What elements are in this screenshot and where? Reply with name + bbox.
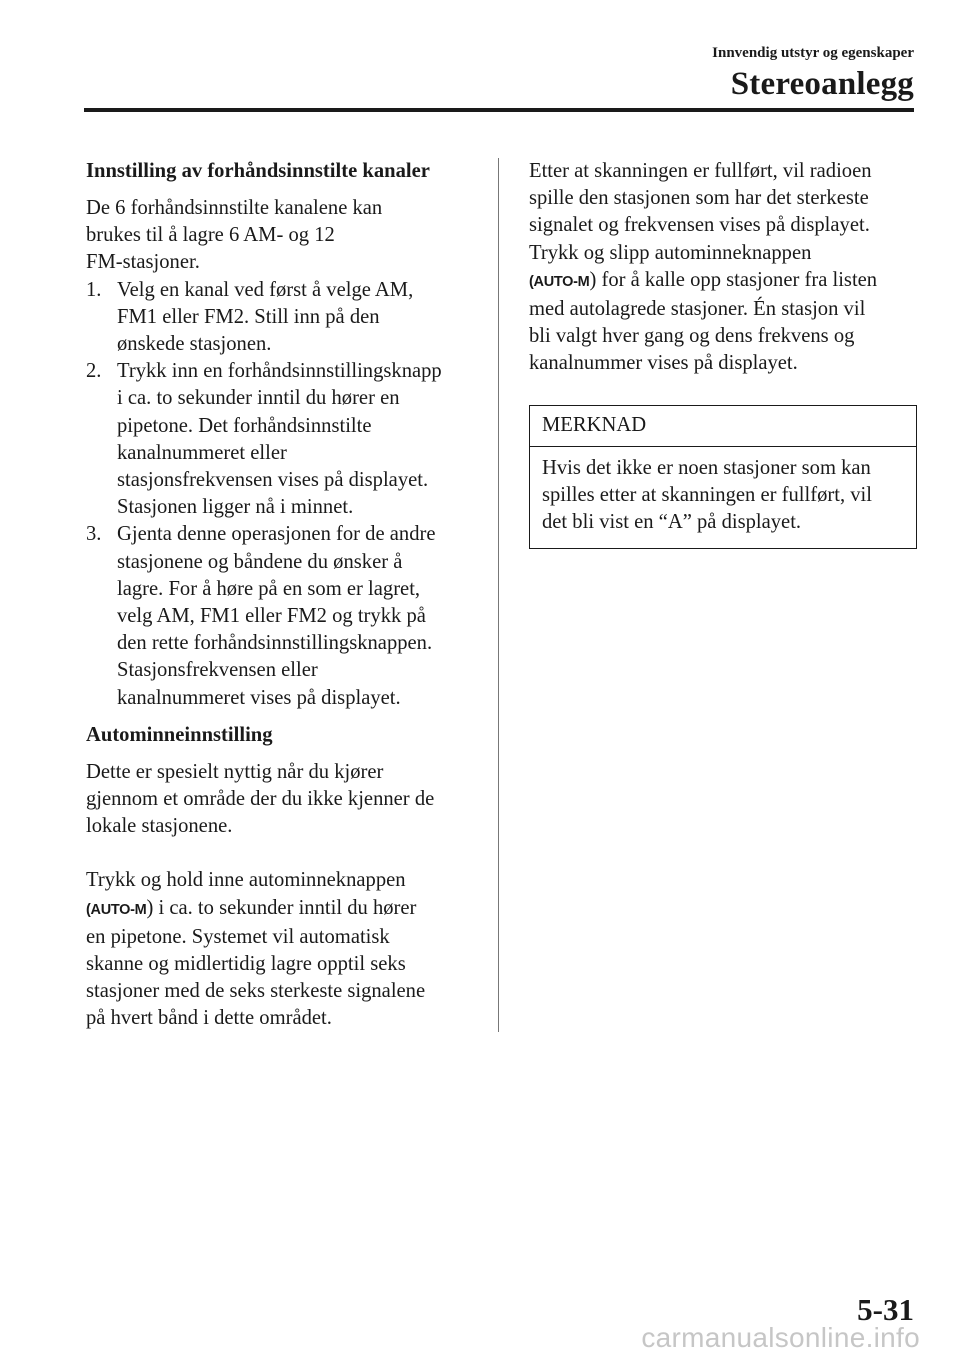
heading-preset-channels: Innstilling av forhåndsinnstilte kanaler: [86, 160, 430, 182]
text-line: lagre. For å høre på en som er lagret,: [117, 577, 421, 600]
step-number: 1.: [86, 278, 102, 301]
text-line: kanalnummer vises på displayet.: [529, 352, 798, 375]
page-header: [712, 44, 914, 104]
text-line: lokale stasjonene.: [86, 815, 233, 838]
paren-open: (: [529, 273, 534, 290]
text-line: De 6 forhåndsinnstilte kanalene kan: [86, 197, 383, 219]
text-line: Trykk inn en forhåndsinnstillingsknapp: [117, 360, 442, 383]
text-line: kanalnummeret vises på displayet.: [117, 686, 401, 709]
text-line: signalet og frekvensen vises på displayet.: [529, 214, 870, 237]
step-number: 2.: [86, 360, 102, 383]
section-title: Innvendig utstyr og egenskaper: [712, 45, 914, 61]
text-line: kanalnummeret eller: [117, 441, 287, 464]
text-line: Etter at skanningen er fullført, vil radioen: [529, 160, 872, 182]
text-line: stasjonsfrekvensen vises på displayet.: [117, 469, 429, 492]
text-line: Gjenta denne operasjonen for de andre: [117, 523, 436, 546]
text-line: skanne og midlertidig lagre opptil seks: [86, 953, 406, 976]
intro-paragraph: [86, 195, 482, 277]
step-item: [86, 277, 482, 359]
text-line: spille den stasjonen som har det sterkeste: [529, 187, 869, 210]
text-line: stasjonene og båndene du ønsker å: [117, 550, 403, 573]
auto-m-button-label: AUTO-M: [533, 273, 590, 290]
note-box: [529, 405, 917, 550]
scan-result-paragraph: [529, 158, 917, 378]
text-line: spilles etter at skanningen er fullført, vil: [542, 483, 872, 506]
left-column: [86, 158, 482, 1033]
column-divider: [498, 158, 499, 1032]
text-line: brukes til å lagre 6 AM- og 12: [86, 224, 335, 247]
steps-list: [86, 277, 482, 712]
text-line: stasjoner med de seks sterkeste signalene: [86, 980, 426, 1003]
text-line: Trykk og slipp autominneknappen: [529, 241, 812, 264]
note-title: MERKNAD: [530, 406, 916, 447]
watermark: carmanualsonline.info: [641, 1322, 920, 1353]
right-column: [529, 158, 917, 549]
step-number: 3.: [86, 523, 102, 546]
text-line: bli valgt hver gang og dens frekvens og: [529, 325, 855, 348]
text-line: det bli vist en “A” på displayet.: [542, 511, 802, 534]
text-line: pipetone. Det forhåndsinnstilte: [117, 414, 372, 437]
text-line: på hvert bånd i dette området.: [86, 1007, 332, 1030]
text-line: ) for å kalle opp stasjoner fra listen: [589, 268, 878, 291]
text-line: FM-stasjoner.: [86, 251, 200, 274]
text-line: i ca. to sekunder inntil du hører en: [117, 387, 400, 410]
text-line: den rette forhåndsinnstillingsknappen.: [117, 632, 433, 655]
text-line: velg AM, FM1 eller FM2 og trykk på: [117, 605, 426, 628]
header-rule: [84, 108, 914, 112]
paren-open: (: [86, 901, 91, 918]
text-line: Dette er spesielt nyttig når du kjører: [86, 760, 384, 783]
text-line: gjennom et område der du ikke kjenner de: [86, 788, 435, 811]
text-line: Stasjonen ligger nå i minnet.: [117, 496, 354, 519]
text-line: ) i ca. to sekunder inntil du hører: [146, 896, 417, 919]
text-line: Stasjonsfrekvensen eller: [117, 659, 318, 682]
text-line: en pipetone. Systemet vil automatisk: [86, 925, 390, 948]
auto-memory-paragraph: [86, 759, 482, 841]
auto-m-button-label: AUTO-M: [90, 901, 147, 918]
text-line: FM1 eller FM2. Still inn på den: [117, 305, 380, 328]
note-body: [530, 447, 916, 549]
text-line: Hvis det ikke er noen stasjoner som kan: [542, 456, 871, 479]
text-line: Trykk og hold inne autominneknappen: [86, 869, 406, 892]
chapter-title: Stereoanlegg: [730, 66, 914, 102]
step-item: [86, 358, 482, 521]
auto-memory-instructions: [86, 867, 482, 1032]
text-line: Velg en kanal ved først å velge AM,: [117, 278, 414, 301]
step-item: [86, 521, 482, 711]
text-line: med autolagrede stasjoner. Én stasjon vil: [529, 298, 866, 321]
text-line: ønskede stasjonen.: [117, 333, 272, 356]
heading-auto-memory: Autominneinnstilling: [86, 723, 273, 746]
page-number: 5-31: [857, 1292, 914, 1327]
